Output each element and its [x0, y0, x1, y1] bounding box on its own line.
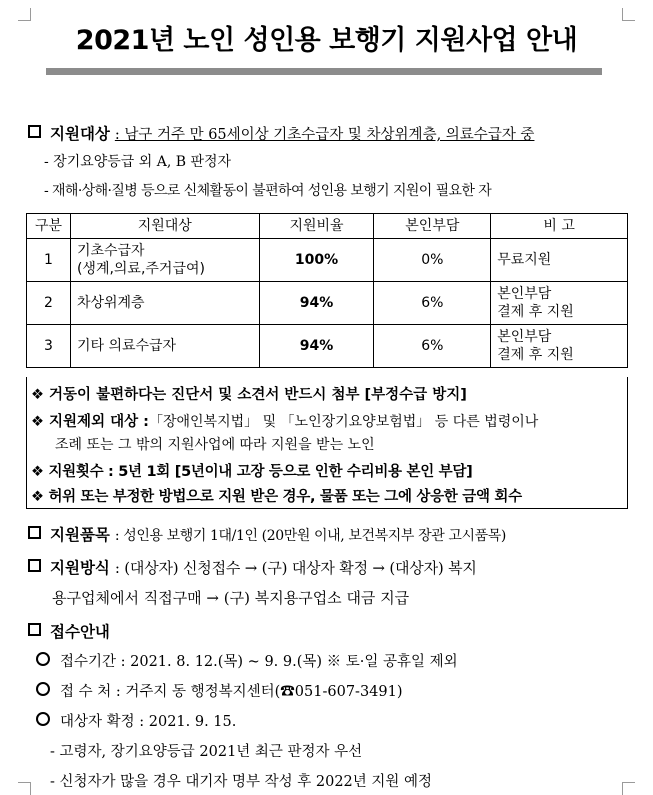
row-ratio: 100%: [259, 239, 374, 282]
row-ratio: 94%: [259, 325, 374, 368]
square-bullet-icon: [28, 526, 41, 539]
method-label: 지원방식: [50, 559, 110, 577]
reception-period: [36, 650, 458, 671]
table-header-cell: 구분: [27, 214, 71, 239]
square-bullet-icon: [28, 125, 41, 138]
reception-place: [36, 680, 403, 701]
reception-place-text: 접 수 처 : 거주지 동 행정복지센터(☎051-607-3491): [60, 684, 403, 700]
reception-confirm-sub-1: - 고령자, 장기요양등급 2021년 최근 판정자 우선: [50, 744, 363, 760]
page-title: 2021년 노인 성인용 보행기 지원사업 안내: [75, 25, 578, 56]
item-text: : 성인용 보행기 1대/1인 (20만원 이내, 보건복지부 장관 고시품목): [114, 528, 506, 544]
row-note-line: 결제 후 지원: [497, 347, 574, 363]
row-self-pay: 6%: [374, 325, 491, 368]
row-self-pay: 0%: [374, 239, 491, 282]
row-ratio: 94%: [259, 282, 374, 325]
circle-bullet-icon: [36, 652, 50, 666]
item-section: [28, 523, 506, 545]
reception-period-text: 접수기간 : 2021. 8. 12.(목) ~ 9. 9.(목) ※ 토·일 공휴일 제외: [60, 654, 458, 670]
row-note: [491, 282, 628, 325]
page-corner-mark: [18, 782, 31, 795]
table-header-row: [27, 214, 628, 239]
row-note-line: 본인부담: [497, 286, 552, 302]
row-note-line: 본인부담: [497, 329, 552, 345]
row-target: 차상위계층: [70, 282, 259, 325]
table-header-cell: 본인부담: [374, 214, 491, 239]
note-exclusion: [31, 410, 538, 431]
row-note-line: 결제 후 지원: [497, 304, 574, 320]
reception-confirm: [36, 710, 236, 731]
row-target: [70, 239, 259, 282]
reception-confirm-text: 대상자 확정 : 2021. 9. 15.: [60, 714, 237, 730]
support-table: [26, 213, 628, 368]
row-target-line: 기초수급자: [76, 243, 145, 259]
row-target-line: (생계,의료,주거급여): [76, 261, 205, 277]
page-corner-mark: [622, 782, 635, 795]
target-sub-2: - 재해·상해·질병 등으로 신체활동이 불편하여 성인용 보행기 지원이 필요한 자: [44, 183, 492, 199]
row-note-line: 무료지원: [497, 252, 552, 268]
reception-confirm-sub-2: - 신청자가 많을 경우 대기자 명부 작성 후 2022년 지원 예정: [50, 774, 433, 790]
target-text: : 남구 거주 만 65세이상 기초수급자 및 차상위계층, 의료수급자 중: [114, 127, 535, 143]
title-underline-bar: [46, 68, 602, 75]
circle-bullet-icon: [36, 712, 50, 726]
row-number: 3: [27, 325, 71, 368]
method-continued: 용구업체에서 직접구매 → (구) 복지용구업소 대금 지급: [52, 589, 410, 607]
row-number: 2: [27, 282, 71, 325]
row-number: 1: [27, 239, 71, 282]
row-note: [491, 239, 628, 282]
note-exclusion-continued: 조례 또는 그 밖의 지원사업에 따라 지원을 받는 노인: [55, 437, 375, 453]
table-header-cell: 비 고: [491, 214, 628, 239]
row-note: [491, 325, 628, 368]
table-header-cell: 지원비율: [259, 214, 374, 239]
reception-section: [28, 620, 110, 642]
method-section: [28, 556, 477, 578]
item-label: 지원품목: [50, 526, 110, 544]
note-frequency: ❖ 지원횟수 : 5년 1회 [5년이내 고장 등으로 인한 수리비용 본인 부담]: [31, 464, 473, 480]
note-required-docs: ❖ 거동이 불편하다는 진단서 및 소견서 반드시 첨부 [부정수급 방지]: [31, 387, 467, 403]
row-target: 기타 의료수급자: [70, 325, 259, 368]
table-header-cell: 지원대상: [70, 214, 259, 239]
note-exclusion-label: ❖ 지원제외 대상 :: [31, 414, 149, 430]
reception-label: 접수안내: [50, 623, 110, 641]
table-row: [27, 325, 628, 368]
target-section: [28, 122, 534, 144]
target-label: 지원대상: [50, 125, 110, 143]
table-row: [27, 239, 628, 282]
note-recovery: ❖ 허위 또는 부정한 방법으로 지원 받은 경우, 물품 또는 그에 상응한 금액 회수: [31, 489, 522, 505]
note-exclusion-text: 「장애인복지법」 및 「노인장기요양보험법」 등 다른 법령이나: [148, 414, 539, 430]
square-bullet-icon: [28, 559, 41, 572]
row-self-pay: 6%: [374, 282, 491, 325]
square-bullet-icon: [28, 623, 41, 636]
circle-bullet-icon: [36, 682, 50, 696]
table-row: [27, 282, 628, 325]
target-sub-1: - 장기요양등급 외 A, B 판정자: [44, 154, 232, 170]
notes-box: [26, 377, 628, 509]
method-text: : (대상자) 신청접수 → (구) 대상자 확정 → (대상자) 복지: [114, 559, 477, 577]
